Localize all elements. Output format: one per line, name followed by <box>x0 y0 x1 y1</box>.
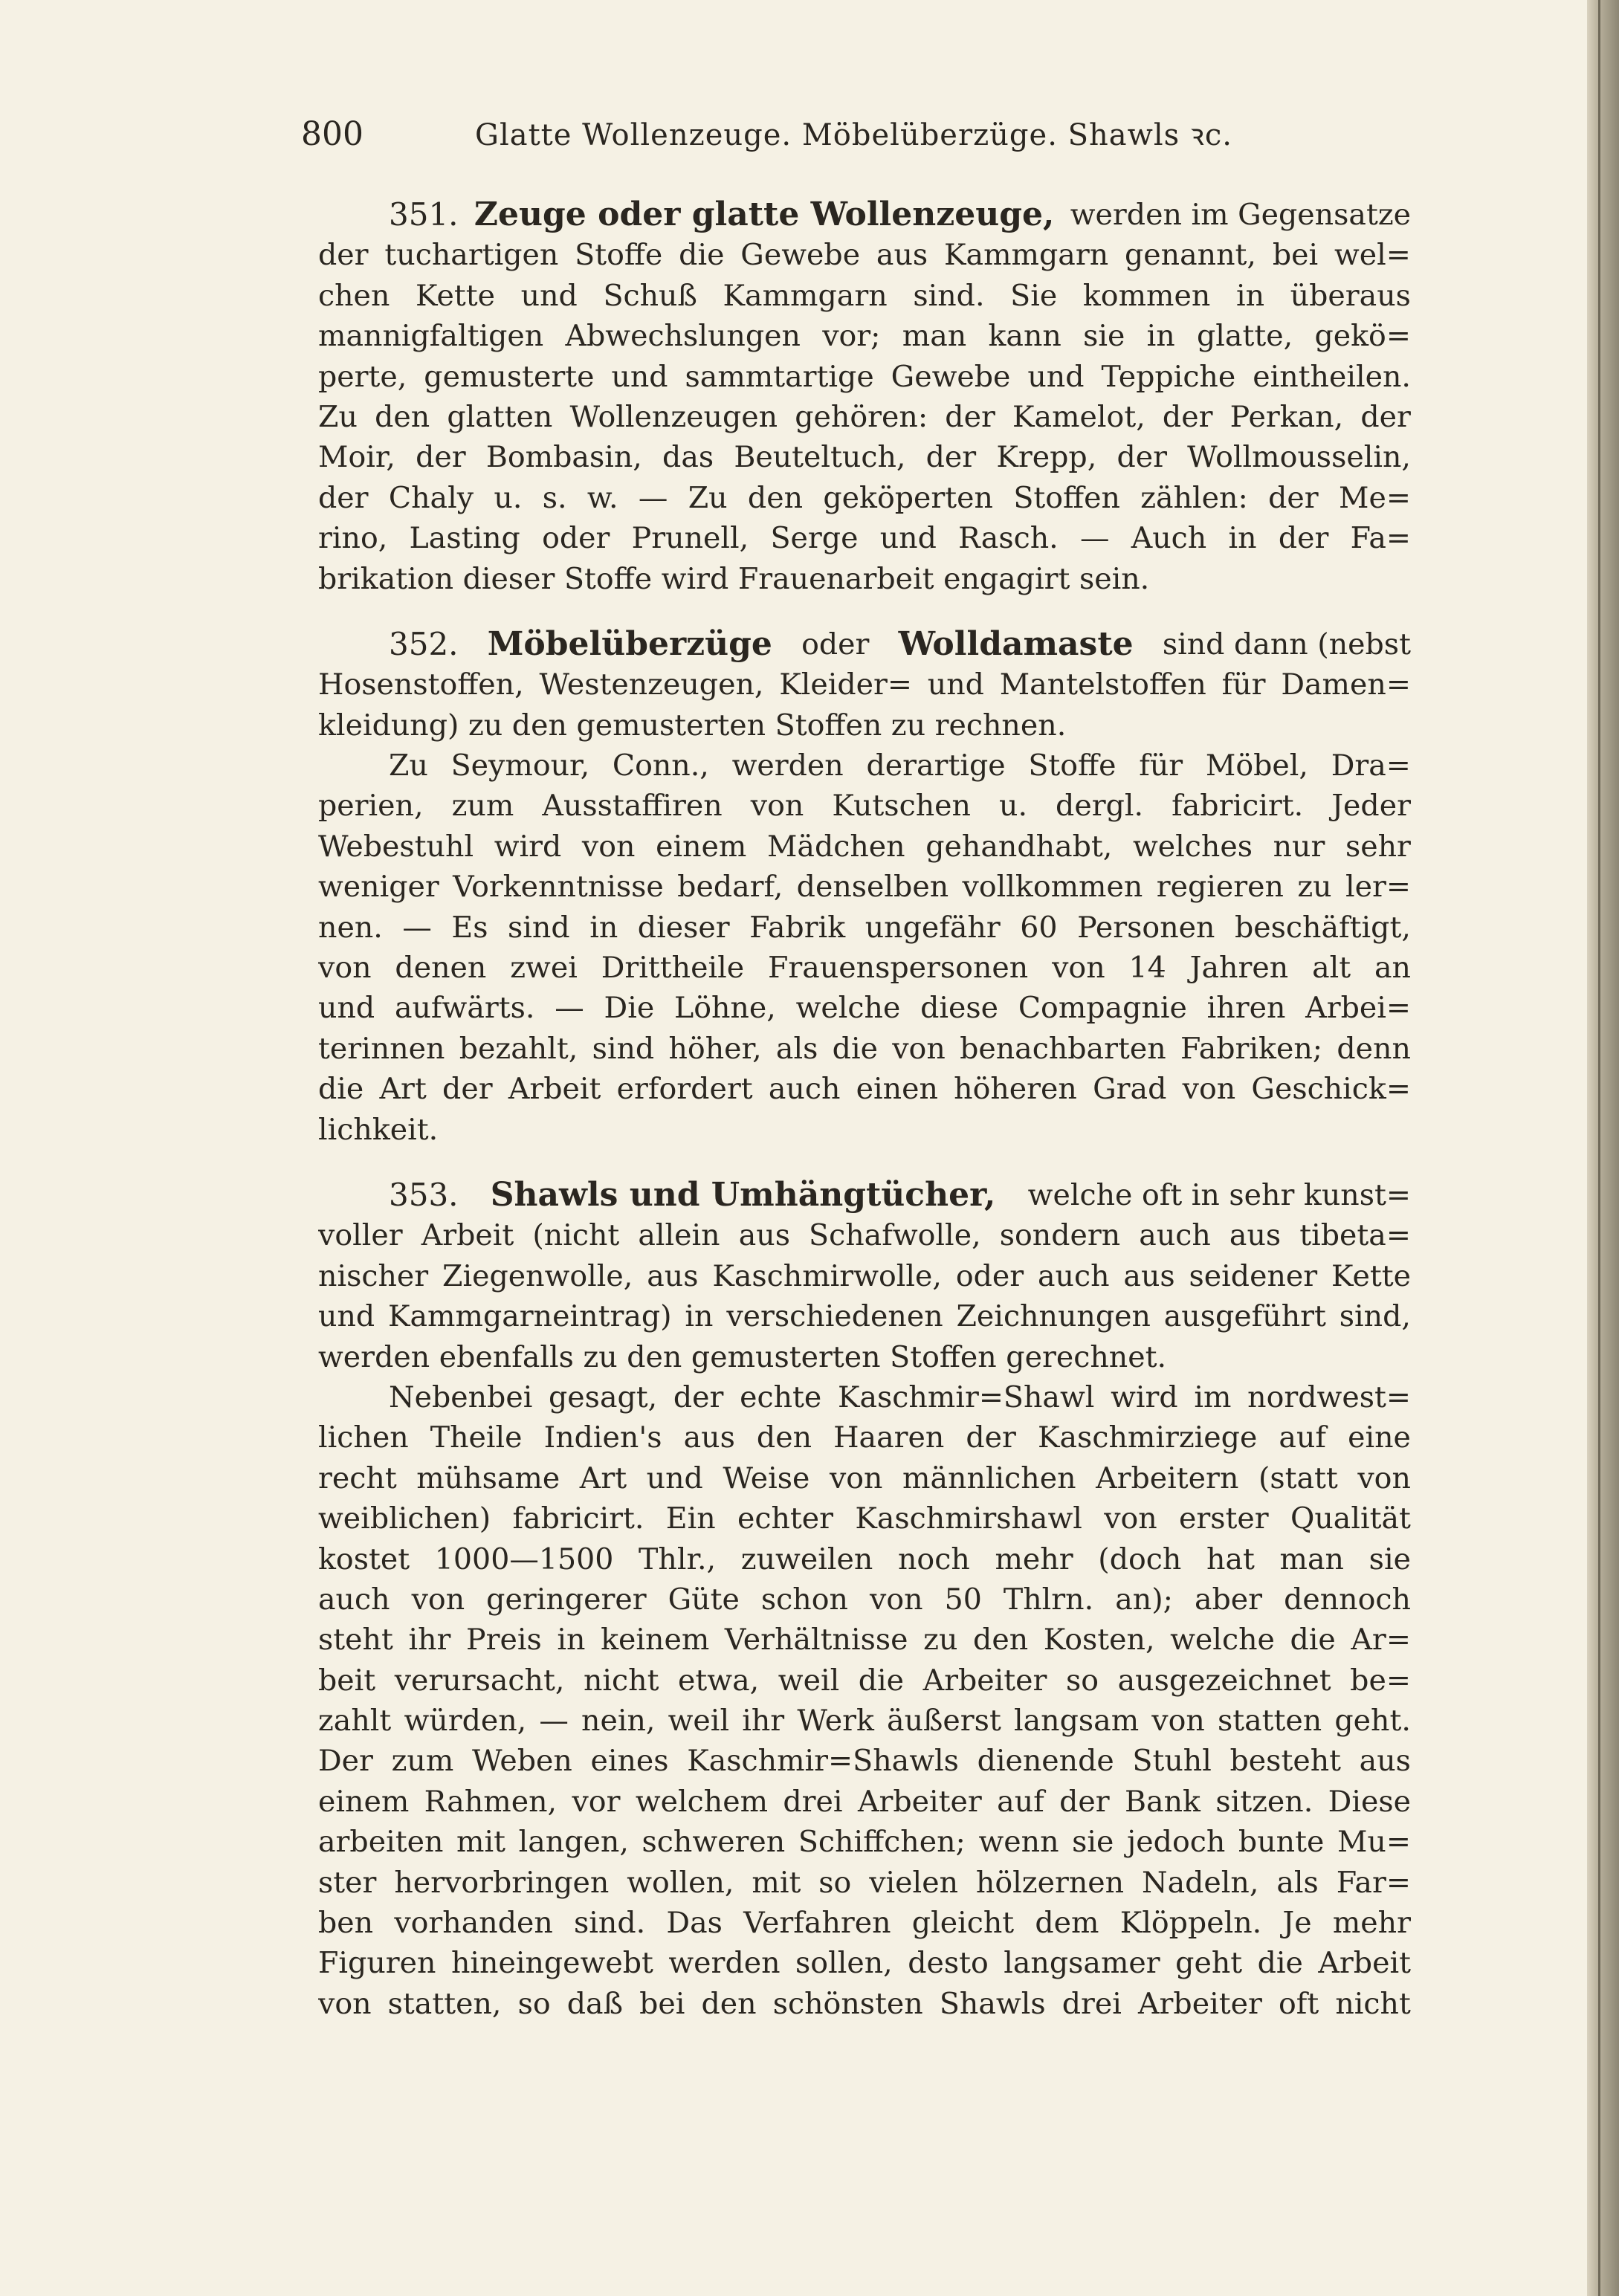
book-gutter <box>1587 0 1619 2296</box>
text-line: recht mühsame Art und Weise von männlichen Arbeitern (statt von <box>318 1461 1411 1495</box>
text-line: kostet 1000—1500 Thlr., zuweilen noch mehr (doch hat man sie <box>318 1542 1411 1577</box>
text-line: werden ebenfalls zu den gemusterten Stoffen gerechnet. <box>318 1339 1167 1374</box>
text-line: Der zum Weben eines Kaschmir=Shawls dienende Stuhl besteht aus <box>318 1744 1411 1779</box>
text-line: ben vorhanden sind. Das Verfahren gleicht dem Klöppeln. Je mehr <box>318 1906 1411 1941</box>
text-line: von denen zwei Drittheile Frauenspersonen von 14 Jahren alt an <box>318 951 1411 986</box>
paragraph-351-heading-line <box>318 195 1411 235</box>
lemma-352-alt: Wolldamaste <box>898 624 1134 663</box>
text-line: Zu den glatten Wollenzeugen gehören: der Kamelot, der Perkan, der <box>318 399 1411 434</box>
paragraph-353-heading-line <box>318 1175 1411 1215</box>
text-line: Moir, der Bombasin, das Beuteltuch, der Krepp, der Wollmousselin, <box>318 440 1411 475</box>
section-number-353: 353. <box>389 1176 459 1213</box>
text-line: voller Arbeit (nicht allein aus Schafwolle, sondern auch aus tibeta= <box>318 1218 1411 1253</box>
section-number-352: 352. <box>389 625 459 662</box>
text-line: Figuren hineingewebt werden sollen, desto langsamer geht die Arbeit <box>318 1946 1411 1981</box>
text-line: weniger Vorkenntnisse bedarf, denselben vollkommen regieren zu ler= <box>318 870 1411 905</box>
text-line: chen Kette und Schuß Kammgarn sind. Sie kommen in überaus <box>318 278 1411 313</box>
text-word: oder <box>801 627 870 662</box>
text-line: und aufwärts. — Die Löhne, welche diese Compagnie ihren Arbei= <box>318 991 1411 1026</box>
text-line: lichen Theile Indien's aus den Haaren der Kaschmirziege auf eine <box>318 1420 1411 1455</box>
text-line: perien, zum Ausstaffiren von Kutschen u. dergl. fabricirt. Jeder <box>318 789 1411 824</box>
text-line: mannigfaltigen Abwechslungen vor; man kann sie in glatte, gekö= <box>318 319 1411 354</box>
text-line: arbeiten mit langen, schweren Schiffchen; wenn sie jedoch bunte Mu= <box>318 1825 1411 1860</box>
text-line: nischer Ziegenwolle, aus Kaschmirwolle, oder auch aus seidener Kette <box>318 1258 1411 1293</box>
text-line: kleidung) zu den gemusterten Stoffen zu rechnen. <box>318 708 1067 743</box>
text-line: nen. — Es sind in dieser Fabrik ungefähr 60 Personen beschäftigt, <box>318 910 1411 945</box>
text-line: welche oft in sehr kunst= <box>1027 1177 1411 1212</box>
text-line: werden im Gegensatze <box>1070 198 1411 232</box>
text-line: steht ihr Preis in keinem Verhältnisse zu den Kosten, welche die Ar= <box>318 1623 1411 1658</box>
page-number: 800 <box>301 115 363 153</box>
text-line: die Art der Arbeit erfordert auch einen höheren Grad von Geschick= <box>318 1072 1411 1107</box>
text-line: ster hervorbringen wollen, mit so vielen hölzernen Nadeln, als Far= <box>318 1865 1411 1900</box>
text-line: lichkeit. <box>318 1112 439 1147</box>
lemma-351: Zeuge oder glatte Wollenzeuge, <box>474 195 1055 233</box>
text-line: perte, gemusterte und sammtartige Gewebe und Teppiche eintheilen. <box>318 359 1411 394</box>
text-line: Zu Seymour, Conn., werden derartige Stoffe für Möbel, Dra= <box>389 748 1411 783</box>
text-line: der Chaly u. s. w. — Zu den geköperten Stoffen zählen: der Me= <box>318 480 1411 515</box>
paragraph-352-heading-line <box>318 624 1411 664</box>
binding-edge <box>1598 0 1600 2296</box>
text-line: von statten, so daß bei den schönsten Shawls drei Arbeiter oft nicht <box>318 1986 1411 2021</box>
text-line: Hosenstoffen, Westenzeugen, Kleider= und Mantelstoffen für Damen= <box>318 667 1411 702</box>
text-line: Nebenbei gesagt, der echte Kaschmir=Shawl wird im nordwest= <box>389 1380 1411 1414</box>
text-line: weiblichen) fabricirt. Ein echter Kaschmirshawl von erster Qualität <box>318 1501 1411 1536</box>
text-line: brikation dieser Stoffe wird Frauenarbeit engagirt sein. <box>318 561 1150 596</box>
text-line: rino, Lasting oder Prunell, Serge und Rasch. — Auch in der Fa= <box>318 521 1411 556</box>
text-line: zahlt würden, — nein, weil ihr Werk äußerst langsam von statten geht. <box>318 1704 1411 1739</box>
text-line: und Kammgarneintrag) in verschiedenen Zeichnungen ausgeführt sind, <box>318 1299 1411 1334</box>
text-line: terinnen bezahlt, sind höher, als die von benachbarten Fabriken; denn <box>318 1031 1411 1066</box>
page-body <box>318 195 1411 2024</box>
lemma-352: Möbelüberzüge <box>487 624 772 663</box>
text-line: Webestuhl wird von einem Mädchen gehandhabt, welches nur sehr <box>318 829 1411 864</box>
text-line: beit verursacht, nicht etwa, weil die Arbeiter so ausgezeichnet be= <box>318 1663 1411 1698</box>
lemma-353: Shawls und Umhängtücher, <box>490 1175 996 1214</box>
text-line: der tuchartigen Stoffe die Gewebe aus Kammgarn genannt, bei wel= <box>318 238 1411 273</box>
page-header <box>301 113 1409 165</box>
text-word: sind dann (nebst <box>1162 627 1411 662</box>
text-line: einem Rahmen, vor welchem drei Arbeiter auf der Bank sitzen. Diese <box>318 1784 1411 1819</box>
running-title: Glatte Wollenzeuge. Möbelüberzüge. Shawls ꝛc. <box>474 118 1233 152</box>
section-number-351: 351. <box>389 196 459 233</box>
text-line: auch von geringerer Güte schon von 50 Thlrn. an); aber dennoch <box>318 1582 1411 1617</box>
